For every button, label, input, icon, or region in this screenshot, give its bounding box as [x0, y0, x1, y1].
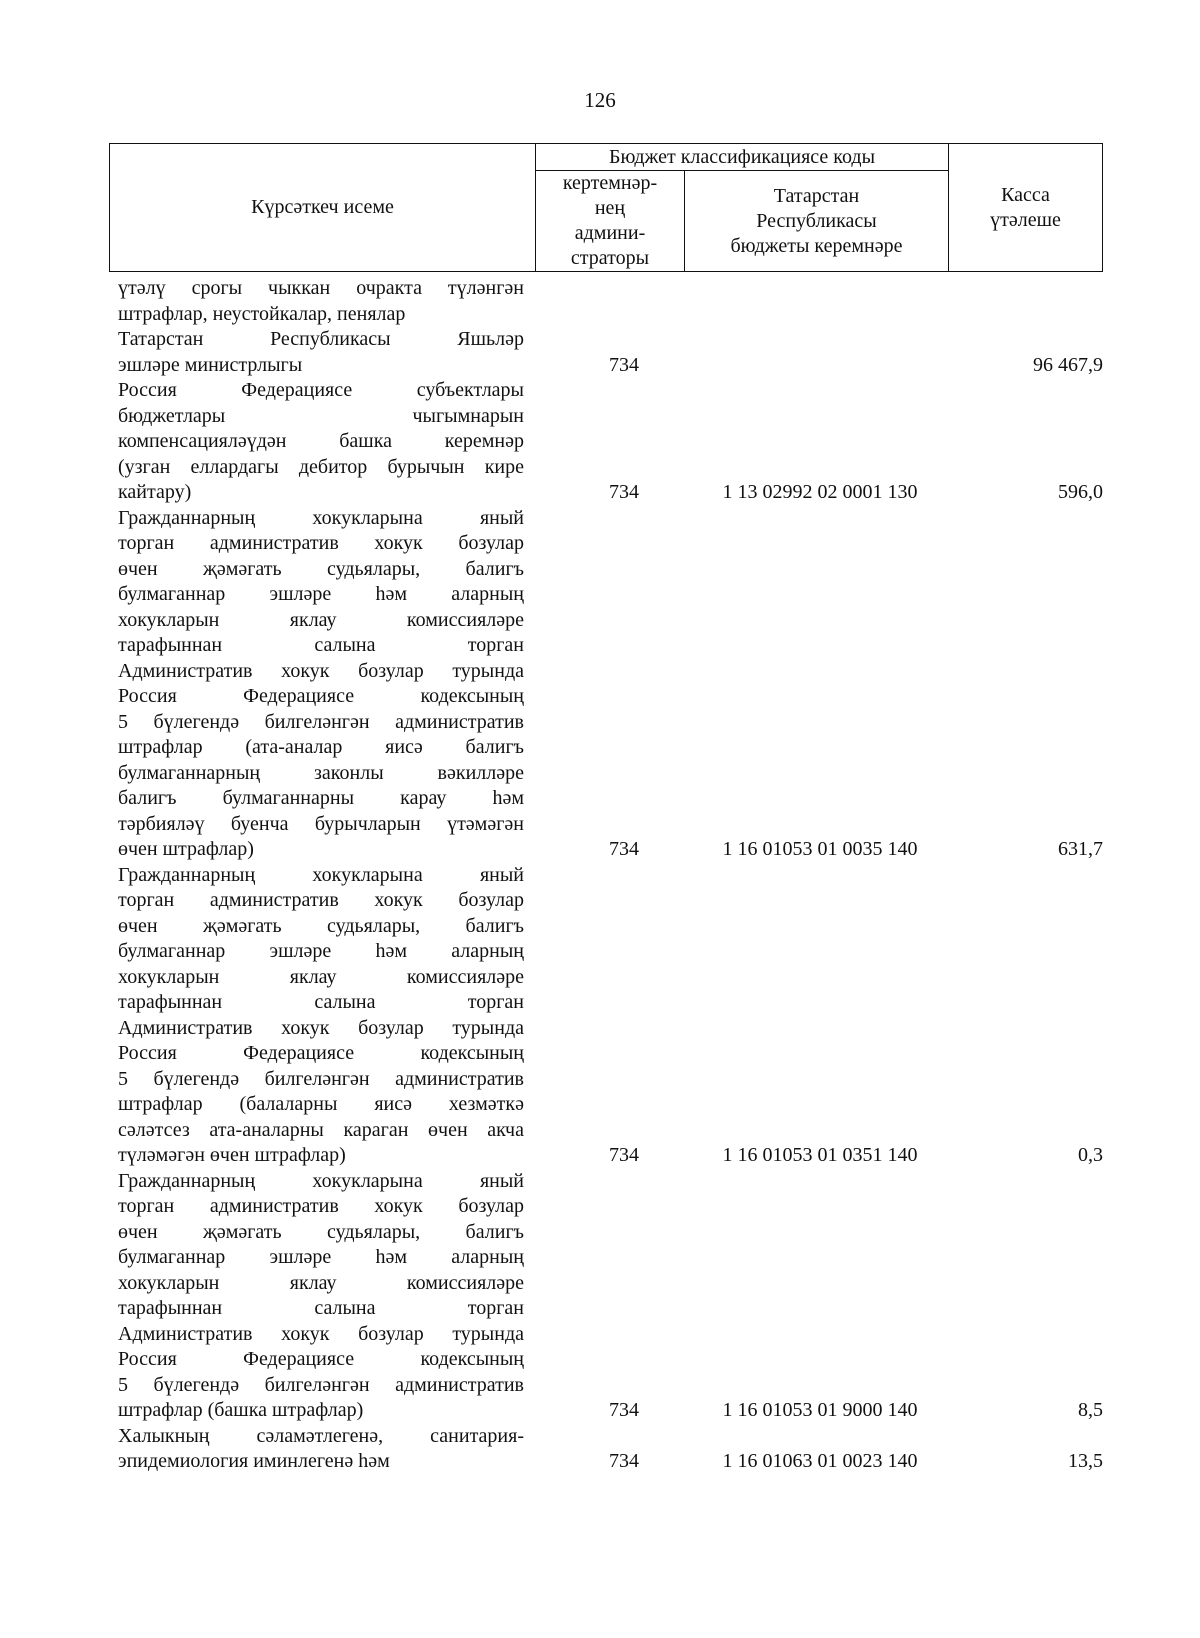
indicator-name — [118, 378, 524, 506]
header-budget-revenues: Татарстан Республикасы бюджеты керемнәре — [684, 170, 949, 272]
revenue-code: 1 16 01053 01 0351 140 — [722, 1144, 918, 1166]
indicator-name-line: Административ хокук бозулар турында — [118, 1016, 524, 1039]
indicator-name-line: Татарстан Республикасы Яшьләр — [118, 328, 524, 350]
indicator-name-line: торган административ хокук бозулар — [118, 889, 524, 911]
revenue-code: 1 13 02992 02 0001 130 — [722, 481, 918, 503]
cash-amount: 596,0 — [1058, 481, 1103, 503]
indicator-name-line: эпидемиология иминлегенә һәм — [118, 1450, 390, 1472]
indicator-name-line: Россия Федерациясе кодексының — [118, 1348, 524, 1370]
indicator-name-line: сәләтсез ата-аналарны караган өчен акча — [118, 1118, 524, 1141]
header-indicator-name: Күрсәткеч исеме — [109, 143, 536, 272]
indicator-name-line: штрафлар, неустойкалар, пенялар — [118, 302, 406, 325]
table-row — [118, 506, 1103, 863]
cash-amount: 96 467,9 — [1033, 353, 1103, 376]
indicator-name-line: компенсацияләүдән башка керемнәр — [118, 430, 524, 452]
indicator-name-line: торган административ хокук бозулар — [118, 532, 524, 554]
revenue-code: 1 16 01063 01 0023 140 — [722, 1450, 918, 1472]
indicator-name-line: штрафлар (ата-аналар яисә балигъ — [118, 736, 524, 758]
header-cash-execution: Касса үтәлеше — [948, 143, 1103, 272]
administrator-code: 734 — [609, 838, 639, 860]
table-row — [118, 327, 1103, 378]
indicator-name-line: Россия Федерациясе субъектлары — [118, 379, 524, 401]
cash-amount: 13,5 — [1068, 1450, 1103, 1472]
administrator-code: 734 — [609, 1144, 639, 1166]
indicator-name — [118, 863, 524, 1169]
indicator-name-line: хокукларын яклау комиссияләре — [118, 965, 524, 988]
indicator-name-line: Гражданнарның хокукларына яный — [118, 1169, 524, 1192]
table-row — [118, 863, 1103, 1169]
indicator-name-line: балигъ булмаганнарны карау һәм — [118, 787, 524, 809]
indicator-name-line: тарафыннан салына торган — [118, 1297, 524, 1319]
table-header — [109, 143, 1103, 272]
indicator-name-line: штрафлар (балаларны яисә хезмәткә — [118, 1093, 524, 1115]
header-budget-classification-code: Бюджет классификациясе коды — [535, 143, 949, 171]
indicator-name-line: булмаганнарның законлы вәкилләре — [118, 761, 524, 784]
indicator-name — [118, 506, 524, 863]
indicator-name-line: булмаганнар эшләре һәм аларның — [118, 940, 524, 962]
administrator-code: 734 — [609, 481, 639, 503]
indicator-name-line: өчен штрафлар) — [118, 838, 254, 860]
indicator-name-line: өчен җәмәгать судьялары, балигъ — [118, 557, 524, 580]
indicator-name-line: (узган еллардагы дебитор бурычын кире — [118, 455, 524, 478]
indicator-name-line: кайтару) — [118, 481, 192, 503]
indicator-name-line: торган административ хокук бозулар — [118, 1195, 524, 1217]
indicator-name-line: булмаганнар эшләре һәм аларның — [118, 1246, 524, 1268]
table-row — [118, 1424, 1103, 1475]
indicator-name-line: үтәлү срогы чыккан очракта түләнгән — [118, 277, 524, 299]
indicator-name-line: 5 бүлегендә билгеләнгән административ — [118, 710, 524, 733]
table-row — [118, 276, 1103, 327]
indicator-name-line: Административ хокук бозулар турында — [118, 1322, 524, 1345]
indicator-name — [118, 327, 524, 378]
header-revenue-administrators: кертемнәр- нең админи- страторы — [535, 170, 685, 272]
indicator-name-line: бюджетлары чыгымнарын — [118, 404, 524, 427]
administrator-code: 734 — [609, 353, 639, 376]
administrator-code: 734 — [609, 1399, 639, 1421]
page-number: 126 — [584, 88, 616, 112]
indicator-name — [118, 1424, 524, 1475]
indicator-name-line: хокукларын яклау комиссияләре — [118, 608, 524, 631]
indicator-name-line: түләмәгән өчен штрафлар) — [118, 1144, 346, 1166]
indicator-name-line: эшләре министрлыгы — [118, 353, 303, 376]
indicator-name — [118, 1169, 524, 1424]
indicator-name-line: 5 бүлегендә билгеләнгән административ — [118, 1373, 524, 1396]
cash-amount: 8,5 — [1078, 1399, 1103, 1421]
cash-amount: 631,7 — [1058, 838, 1103, 860]
indicator-name-line: өчен җәмәгать судьялары, балигъ — [118, 1220, 524, 1243]
indicator-name-line: Административ хокук бозулар турында — [118, 659, 524, 682]
table-row — [118, 378, 1103, 506]
indicator-name-line: штрафлар (башка штрафлар) — [118, 1399, 364, 1421]
revenue-code: 1 16 01053 01 0035 140 — [722, 838, 918, 860]
indicator-name — [118, 276, 524, 327]
cash-amount: 0,3 — [1078, 1144, 1103, 1166]
table-row — [118, 1169, 1103, 1424]
revenue-code: 1 16 01053 01 9000 140 — [722, 1399, 918, 1421]
indicator-name-line: Гражданнарның хокукларына яный — [118, 863, 524, 886]
indicator-name-line: булмаганнар эшләре һәм аларның — [118, 583, 524, 605]
indicator-name-line: тәрбияләү буенча бурычларын үтәмәгән — [118, 812, 524, 835]
indicator-name-line: тарафыннан салына торган — [118, 634, 524, 656]
indicator-name-line: Гражданнарның хокукларына яный — [118, 506, 524, 529]
indicator-name-line: өчен җәмәгать судьялары, балигъ — [118, 914, 524, 937]
administrator-code: 734 — [609, 1450, 639, 1472]
table-body — [118, 276, 1103, 1475]
indicator-name-line: тарафыннан салына торган — [118, 991, 524, 1013]
indicator-name-line: Россия Федерациясе кодексының — [118, 1042, 524, 1064]
indicator-name-line: Россия Федерациясе кодексының — [118, 685, 524, 707]
indicator-name-line: хокукларын яклау комиссияләре — [118, 1271, 524, 1294]
indicator-name-line: 5 бүлегендә билгеләнгән административ — [118, 1067, 524, 1090]
indicator-name-line: Халыкның сәламәтлегенә, санитария- — [118, 1424, 524, 1447]
